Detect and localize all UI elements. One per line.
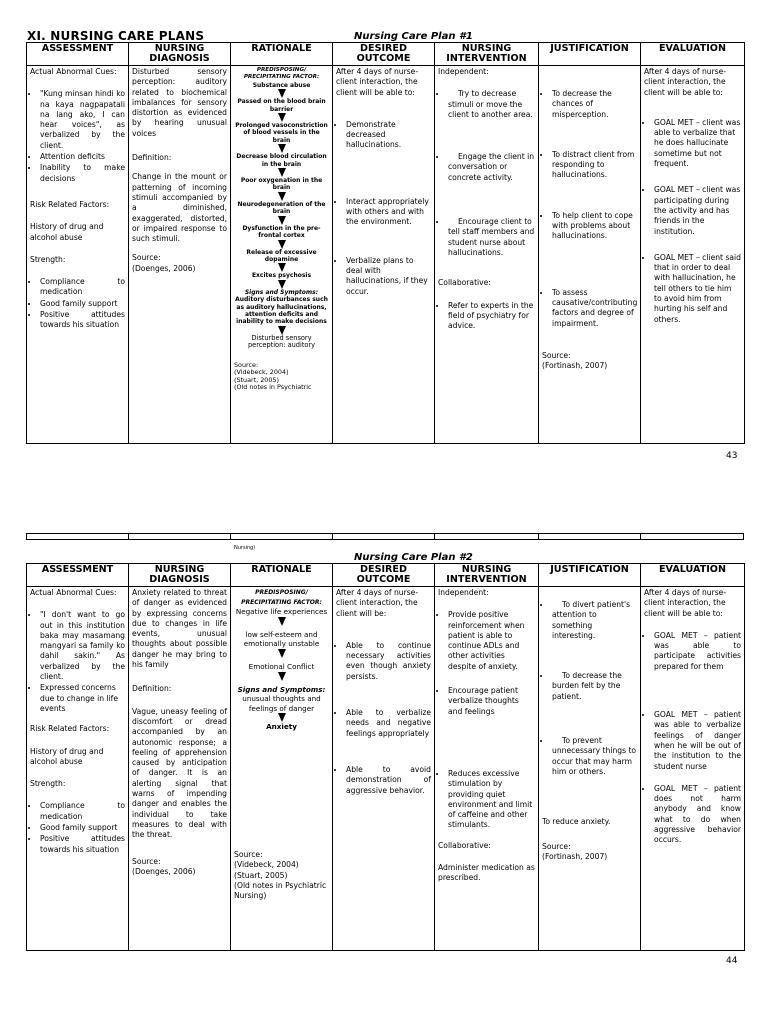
outcome-item: • Interact appropriately with others and with the environment. xyxy=(345,197,431,228)
source-text: (Doenges, 2006) xyxy=(132,263,196,273)
plan2-assessment-cell xyxy=(27,587,129,951)
evaluation-item: • GOAL MET – client said that in order to deal with hallucination, he tell others to tie him to avoid him from hurting his self and others. xyxy=(653,253,741,325)
source-item: (Old notes in Psychiatric Nursing) xyxy=(234,880,327,901)
down-arrow-icon xyxy=(278,89,286,98)
plan1-rationale-cell xyxy=(231,66,333,444)
justification-extra: To reduce anxiety. xyxy=(542,817,611,827)
evaluation-item: • GOAL MET – patient was able to participate activities prepared for them xyxy=(653,631,741,672)
source-label: Source: xyxy=(132,253,161,263)
outcome-item: • Able to continue necessary activities even though anxiety persists. xyxy=(345,641,431,682)
definition-text: Change in the mount or patterning of incoming stimuli accompanied by a diminished, exaggerated, distorted, or impaired response to such stimuli. xyxy=(132,172,227,244)
flow-header: PREDISPOSING/ PRECIPITATING FACTOR: xyxy=(243,67,320,81)
collaborative-text: Administer medication as prescribed. xyxy=(438,863,535,883)
flow-step: Poor oxygenation in the brain xyxy=(240,177,323,192)
plan2-body-row xyxy=(27,587,745,951)
header-assessment: ASSESSMENT xyxy=(27,43,129,66)
source-label: Source: xyxy=(234,360,259,369)
plan2-justification-cell xyxy=(539,587,641,951)
independent-label: Independent: xyxy=(438,67,489,76)
down-arrow-icon xyxy=(278,672,286,681)
down-arrow-icon xyxy=(278,240,286,249)
down-arrow-icon xyxy=(278,192,286,201)
collaborative-item: • Refer to experts in the field of psychiatry for advice. xyxy=(447,301,535,332)
page-number: 44 xyxy=(726,956,738,966)
overflow-text: Nursing) xyxy=(234,545,256,551)
header-justification: JUSTIFICATION xyxy=(539,564,641,587)
strength-item: • Positive attitudes towards his situation xyxy=(39,834,125,855)
plan2-diagnosis-cell xyxy=(129,587,231,951)
evaluation-item: • GOAL MET – client was able to verbalize that he does hallucinate sometime but not frequent. xyxy=(653,118,741,169)
down-arrow-icon xyxy=(278,144,286,153)
justification-item: • To prevent unnecessary things to occur that may harm him or others. xyxy=(551,736,637,777)
outcome-item: • Verbalize plans to deal with hallucinations, if they occur. xyxy=(345,256,431,297)
intervention-item: • Encourage patient verbalize thoughts and feelings xyxy=(447,686,535,717)
flow-header: PREDISPOSING/ PRECIPITATING FACTOR: xyxy=(241,589,322,606)
plan2-outcome-cell xyxy=(333,587,435,951)
plan1-diagnosis-cell xyxy=(129,66,231,444)
rationale-sources xyxy=(234,362,329,392)
source-label: Source: xyxy=(542,841,571,851)
source-label: Source: xyxy=(542,350,571,360)
strength-item: • Positive attitudes towards his situation xyxy=(39,310,125,331)
rationale-sources xyxy=(234,850,329,901)
flow-step: Negative life experiences xyxy=(235,607,328,617)
header-nursing-diagnosis: NURSING DIAGNOSIS xyxy=(129,564,231,587)
header-nursing-intervention: NURSING INTERVENTION xyxy=(435,564,539,587)
justification-item: • To decrease the chances of misperception. xyxy=(551,89,637,120)
assessment-cue: • Attention deficits xyxy=(39,152,125,162)
signs-text: unusual thoughts and feelings of danger xyxy=(242,694,321,713)
header-evaluation: EVALUATION xyxy=(641,43,745,66)
overflow-row xyxy=(26,533,744,551)
assessment-heading: Actual Abnormal Cues: xyxy=(30,67,117,76)
plan2-intervention-cell xyxy=(435,587,539,951)
plan1-evaluation-cell xyxy=(641,66,745,444)
risk-factors-label: Risk Related Factors: xyxy=(30,199,110,209)
strength-item: • Good family support xyxy=(39,299,125,309)
independent-label: Independent: xyxy=(438,588,489,597)
strengths-label: Strength: xyxy=(30,779,66,789)
header-nursing-intervention: NURSING INTERVENTION xyxy=(435,43,539,66)
care-plan-1-table xyxy=(26,42,745,444)
down-arrow-icon xyxy=(278,113,286,122)
source-item: (Old notes in Psychiatric xyxy=(234,383,312,392)
intervention-item: • Reduces excessive stimulation by providing quiet environment and limit of caffeine and other stimulants. xyxy=(447,769,535,831)
outcome-item: • Able to verbalize needs and negative feelings appropriately xyxy=(345,708,431,739)
assessment-quote: • "Kung minsan hindi ko na kaya nagpapatali na lang ako, I can hear voices", as verbalized by the client. xyxy=(39,89,125,151)
flow-step: Neurodegeneration of the brain xyxy=(237,200,326,216)
flow-step: Substance abuse xyxy=(252,81,311,89)
flow-step: Excites psychosis xyxy=(251,272,312,280)
risk-factors-text: History of drug and alcohol abuse xyxy=(30,746,104,766)
flow-result: Disturbed sensory perception: auditory xyxy=(247,333,316,350)
header-evaluation: EVALUATION xyxy=(641,564,745,587)
source-text: (Doenges, 2006) xyxy=(132,866,196,876)
source-label: Source: xyxy=(234,849,263,859)
down-arrow-icon xyxy=(278,617,286,626)
definition-label: Definition: xyxy=(132,153,172,163)
source-item: (Stuart, 2005) xyxy=(234,375,279,384)
intervention-item: • Engage the client in conversation or concrete activity. xyxy=(447,152,535,183)
source-item: (Stuart, 2005) xyxy=(234,870,288,880)
plan1-assessment-cell xyxy=(27,66,129,444)
evaluation-item: • GOAL MET – client was participating during the activity and has friends in the institution. xyxy=(653,185,741,236)
strength-item: • Compliance to medication xyxy=(39,277,125,298)
header-assessment: ASSESSMENT xyxy=(27,564,129,587)
justification-item: • To distract client from responding to hallucinations. xyxy=(551,150,637,181)
strengths-label: Strength: xyxy=(30,254,66,264)
flow-result: Anxiety xyxy=(266,722,297,732)
plan1-justification-cell xyxy=(539,66,641,444)
source-item: (Videbeck, 2004) xyxy=(234,368,289,377)
plan2-rationale-cell xyxy=(231,587,333,951)
down-arrow-icon xyxy=(278,713,286,722)
header-nursing-diagnosis: NURSING DIAGNOSIS xyxy=(129,43,231,66)
flow-step: Emotional Conflict xyxy=(248,661,315,671)
down-arrow-icon xyxy=(278,263,286,272)
evaluation-item: • GOAL MET – patient was able to verbalize feelings of danger when he will be out of the institution to the student nurse xyxy=(653,710,741,772)
flow-step: Passed on the blood brain barrier xyxy=(237,98,326,113)
flow-step: low self-esteem and emotionally unstable xyxy=(243,629,320,649)
strength-item: • Good family support xyxy=(39,823,125,833)
assessment-cue: • Inability to make decisions xyxy=(39,163,125,184)
outcome-item: • Demonstrate decreased hallucinations. xyxy=(345,120,431,151)
plan1-outcome-cell xyxy=(333,66,435,444)
section-title: XI. NURSING CARE PLANS xyxy=(27,29,205,43)
assessment-quote: • "I don't want to go out in this institution baka may masamang mangyari sa family ko dahil sakin." As verbalized by the client. xyxy=(39,610,125,682)
down-arrow-icon xyxy=(278,216,286,225)
risk-factors-label: Risk Related Factors: xyxy=(30,724,110,734)
page-number: 43 xyxy=(726,451,738,461)
diagnosis-statement: Disturbed sensory perception: auditory related to biochemical imbalances for sensory distortion as evidenced by hearing unusual voices xyxy=(132,67,227,138)
flow-step: Dysfunction in the pre-frontal cortex xyxy=(242,224,321,240)
risk-factors-text: History of drug and alcohol abuse xyxy=(30,222,104,242)
diagnosis-statement: Anxiety related to threat of danger as evidenced by expressing concerns due to changes in life events, unusual thoughts about possible danger he may bring to his family xyxy=(132,588,227,670)
collaborative-label: Collaborative: xyxy=(438,278,491,288)
signs-label: Signs and Symptoms: xyxy=(244,288,319,296)
care-plan-2-table xyxy=(26,563,745,951)
source-text: (Fortinash, 2007) xyxy=(542,851,608,861)
assessment-heading: Actual Abnormal Cues: xyxy=(30,588,117,597)
flow-step: Prolonged vasoconstriction of blood vessels in the brain xyxy=(235,122,328,144)
signs-text: Auditory disturbances such as auditory hallucinations, attention deficits and inability to make decisions xyxy=(235,296,328,326)
outcome-item: • Able to avoid demonstration of aggressive behavior. xyxy=(345,765,431,796)
plan1-intervention-cell xyxy=(435,66,539,444)
flow-step: Release of excessive dopamine xyxy=(246,248,317,263)
definition-label: Definition: xyxy=(132,684,172,694)
header-row xyxy=(27,564,745,587)
down-arrow-icon xyxy=(278,280,286,289)
evaluation-intro: After 4 days of nurse-client interaction, the client will be able to: xyxy=(644,67,727,97)
header-justification: JUSTIFICATION xyxy=(539,43,641,66)
header-row xyxy=(27,43,745,66)
source-label: Source: xyxy=(132,856,161,866)
plan1-body-row xyxy=(27,66,745,444)
outcome-intro: After 4 days of nurse-client interaction, the client will be able to: xyxy=(336,67,419,97)
collaborative-label: Collaborative: xyxy=(438,840,491,850)
justification-item: • To help client to cope with problems about hallucinations. xyxy=(551,211,637,242)
plan2-evaluation-cell xyxy=(641,587,745,951)
plan2-title: Nursing Care Plan #2 xyxy=(354,552,473,563)
intervention-item: • Try to decrease stimuli or move the client to another area. xyxy=(447,89,535,120)
rationale-flow xyxy=(234,588,329,732)
assessment-cue: • Expressed concerns due to change in life events xyxy=(39,683,125,714)
header-rationale: RATIONALE xyxy=(231,43,333,66)
down-arrow-icon xyxy=(278,649,286,658)
intervention-item: • Provide positive reinforcement when patient is able to continue ADLs and other activities despite of anxiety. xyxy=(447,610,535,672)
down-arrow-icon xyxy=(278,168,286,177)
justification-item: • To divert patient's attention to something interesting. xyxy=(551,600,637,641)
header-desired-outcome: DESIRED OUTCOME xyxy=(333,43,435,66)
source-text: (Fortinash, 2007) xyxy=(542,361,608,371)
strength-item: • Compliance to medication xyxy=(39,801,125,822)
flow-step: Decrease blood circulation in the brain xyxy=(236,153,327,168)
definition-text: Vague, uneasy feeling of discomfort or dread accompanied by an autonomic response; a feeling of apprehension caused by anticipation of danger. It is an alerting signal that warns of impending danger and enables the individual to take measures to deal with the threat. xyxy=(132,706,227,840)
outcome-intro: After 4 days of nurse-client interaction, the client will be: xyxy=(336,588,419,618)
justification-item: • To decrease the burden felt by the patient. xyxy=(551,671,637,702)
source-item: (Videbeck, 2004) xyxy=(234,860,299,870)
intervention-item: • Encourage client to tell staff members and student nurse about hallucinations. xyxy=(447,217,535,258)
header-rationale: RATIONALE xyxy=(231,564,333,587)
plan1-title: Nursing Care Plan #1 xyxy=(354,31,473,42)
evaluation-item: • GOAL MET – patient does not harm anybody and know what to do when aggressive behavior occurs. xyxy=(653,784,741,846)
signs-label: Signs and Symptoms: xyxy=(237,684,326,694)
rationale-flow xyxy=(234,67,329,350)
justification-item: • To assess causative/contributing factors and degree of impairment. xyxy=(551,288,637,329)
header-desired-outcome: DESIRED OUTCOME xyxy=(333,564,435,587)
evaluation-intro: After 4 days of nurse-client interaction, the client will be able to: xyxy=(644,588,727,618)
